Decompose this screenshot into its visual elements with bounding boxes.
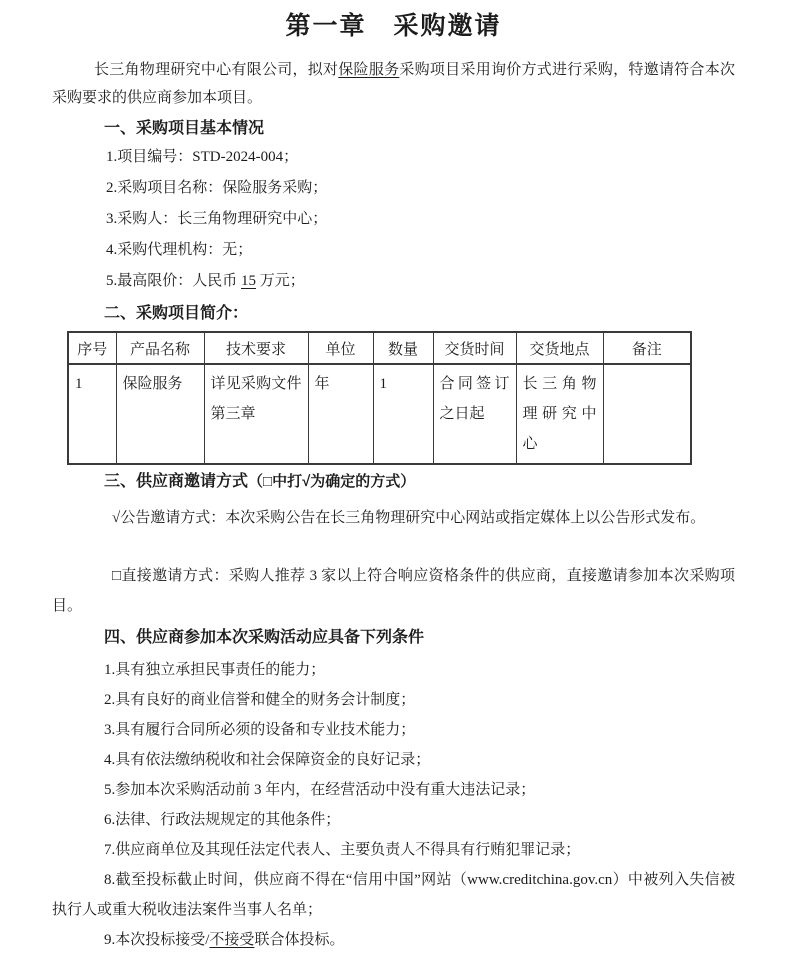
underlined-not-accept: 不接受	[209, 932, 255, 948]
section3-heading	[104, 471, 735, 493]
header-cell-qty: 数量	[373, 332, 433, 364]
section1-heading: 一、采购项目基本情况	[104, 120, 265, 137]
list-item-credit-china: 8.截至投标截止时间，供应商不得在“信用中国”网站（www.creditchina.gov.cn）中被列入失信被执行人或重大税收违法案件当事人名单；	[52, 872, 735, 918]
table-cell-delivery-time: 合同签订之日起	[433, 364, 516, 464]
list-item: 6.法律、行政法规规定的其他条件；	[104, 812, 341, 828]
table-cell-qty: 1	[373, 364, 433, 464]
intro-paragraph	[52, 56, 735, 112]
header-cell-delivery-place: 交货地点	[516, 332, 603, 364]
table-cell-delivery-place: 长三角物理研究中心	[516, 364, 603, 464]
checkbox-icon: □	[112, 568, 122, 584]
table-cell-seq: 1	[68, 364, 116, 464]
table-cell-tech: 详见采购文件第三章	[204, 364, 308, 464]
section3-heading-note: （□中打√为确定的方式）	[248, 473, 416, 490]
chapter-title: 第一章 采购邀请	[285, 13, 502, 40]
list-item: 4.采购代理机构：无；	[106, 242, 253, 258]
intro-text-prefix: 长三角物理研究中心有限公司，拟对	[94, 62, 339, 78]
table-cell-unit: 年	[308, 364, 373, 464]
invite-option-public-text: 公告邀请方式：本次采购公告在长三角物理研究中心网站或指定媒体上以公告形式发布。	[120, 510, 706, 526]
list-item: 4.具有依法缴纳税收和社会保障资金的良好记录；	[104, 752, 431, 768]
price-item-suffix: 万元；	[256, 273, 305, 289]
consortium-prefix: 9.本次投标接受/	[104, 932, 210, 948]
list-item: 5.参加本次采购活动前 3 年内，在经营活动中没有重大违法记录；	[104, 782, 536, 798]
table-cell-remark	[603, 364, 691, 464]
section4-items	[52, 655, 735, 954]
consortium-suffix: 联合体投标。	[254, 932, 345, 948]
section2-heading: 二、采购项目简介：	[104, 305, 249, 322]
list-item: 1.具有独立承担民事责任的能力；	[104, 662, 326, 678]
table-header-row	[68, 332, 691, 364]
list-item: 2.采购项目名称：保险服务采购；	[106, 180, 328, 196]
procurement-table	[67, 331, 692, 465]
intro-text-suffix: 采购项目采用询价方式进行采购，特邀请符合本次采购要求的供应商参加本项目。	[52, 62, 735, 106]
list-item: 7.供应商单位及其现任法定代表人、主要负责人不得具有行贿犯罪记录；	[104, 842, 581, 858]
table-row	[68, 364, 691, 464]
header-cell-delivery-time: 交货时间	[433, 332, 516, 364]
check-icon: √	[112, 510, 121, 526]
header-cell-seq: 序号	[68, 332, 116, 364]
list-item: 3.采购人：长三角物理研究中心；	[106, 211, 328, 227]
underlined-price: 15	[241, 273, 257, 289]
header-cell-unit: 单位	[308, 332, 373, 364]
invite-option-direct-text: 直接邀请方式：采购人推荐 3 家以上符合响应资格条件的供应商，直接邀请参加本次采购项目。	[52, 568, 735, 614]
section1-items	[52, 142, 735, 297]
invite-option-direct	[52, 561, 735, 621]
header-cell-remark: 备注	[603, 332, 691, 364]
invite-option-public	[52, 503, 735, 533]
list-item: 2.具有良好的商业信誉和健全的财务会计制度；	[104, 692, 416, 708]
list-item: 3.具有履行合同所必须的设备和专业技术能力；	[104, 722, 416, 738]
section3-heading-text: 三、供应商邀请方式	[104, 473, 249, 490]
table-cell-product: 保险服务	[116, 364, 204, 464]
price-item-prefix: 5.最高限价：人民币	[106, 273, 242, 289]
header-cell-tech: 技术要求	[204, 332, 308, 364]
section4-heading: 四、供应商参加本次采购活动应具备下列条件	[104, 629, 425, 646]
header-cell-product: 产品名称	[116, 332, 204, 364]
list-item: 1.项目编号：STD-2024-004；	[106, 149, 299, 165]
list-item	[106, 266, 735, 297]
underlined-service-name: 保险服务	[338, 62, 400, 78]
list-item-consortium	[104, 925, 735, 954]
